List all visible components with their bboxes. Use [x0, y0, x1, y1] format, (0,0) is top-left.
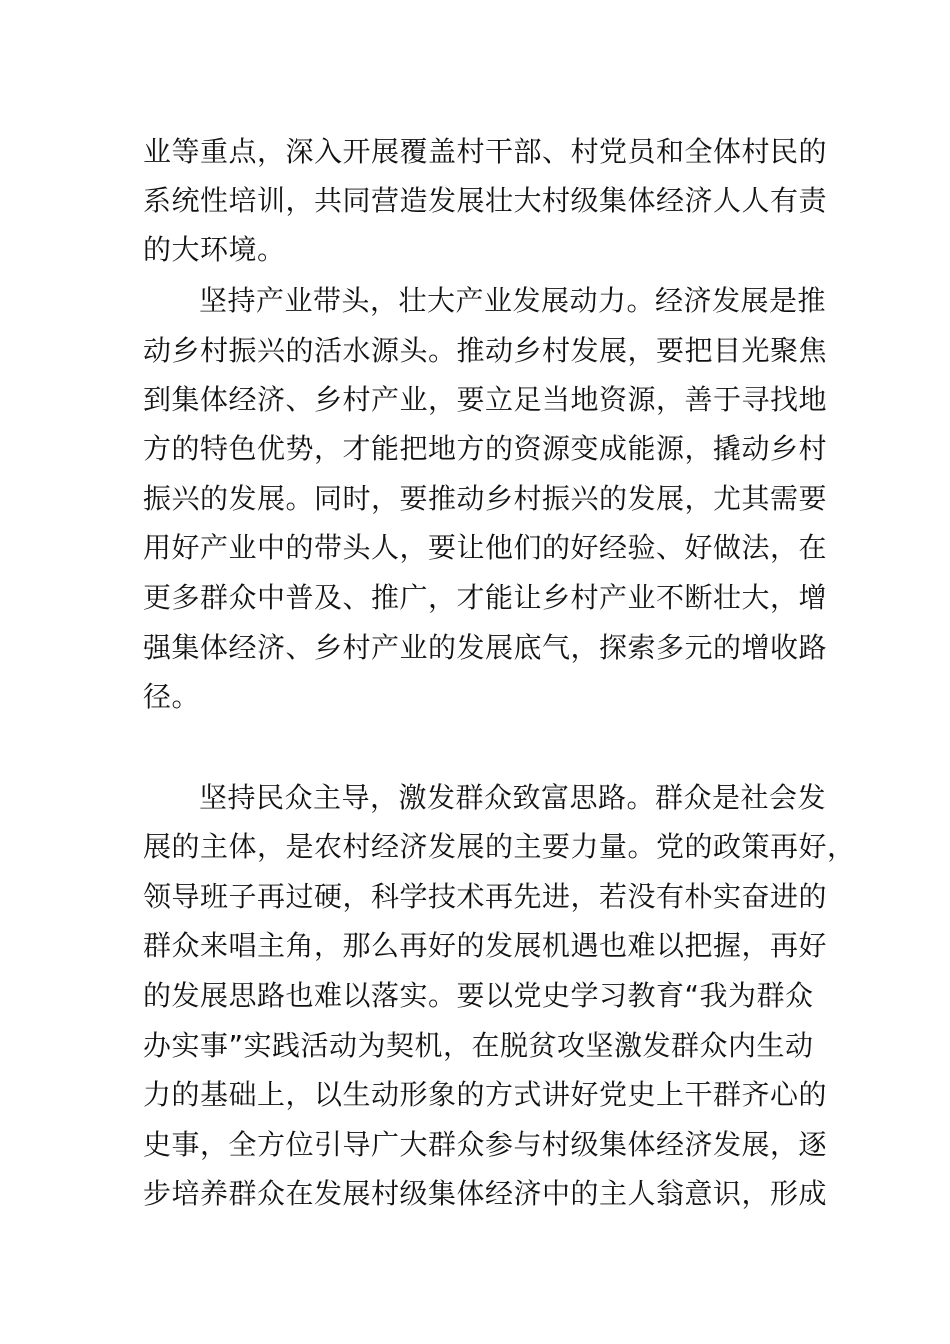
text-line: 领导班子再过硬，科学技术再先进，若没有朴实奋进的: [143, 880, 828, 913]
text-line: 史事，全方位引导广大群众参与村级集体经济发展，逐: [143, 1128, 828, 1161]
text-line: 的发展思路也难以落实。要以党史学习教育“我为群众: [143, 979, 814, 1012]
text-line: 业等重点，深入开展覆盖村干部、村党员和全体村民的: [143, 135, 828, 168]
text-line: 展的主体，是农村经济发展的主要力量。党的政策再好，: [143, 830, 856, 863]
text-line: 振兴的发展。同时，要推动乡村振兴的发展，尤其需要: [143, 482, 828, 515]
text-line: 系统性培训，共同营造发展壮大村级集体经济人人有责: [143, 184, 828, 217]
text-line: 步培养群众在发展村级集体经济中的主人翁意识，形成: [143, 1177, 828, 1210]
text-line: 强集体经济、乡村产业的发展底气，探索多元的增收路: [143, 631, 828, 664]
text-line: 用好产业中的带头人，要让他们的好经验、好做法，在: [143, 531, 828, 564]
text-line: 力的基础上，以生动形象的方式讲好党史上干群齐心的: [143, 1078, 828, 1111]
text-line: 动乡村振兴的活水源头。推动乡村发展，要把目光聚焦: [143, 334, 828, 367]
text-line: 办实事”实践活动为契机，在脱贫攻坚激发群众内生动: [143, 1029, 814, 1062]
text-line: 群众来唱主角，那么再好的发展机遇也难以把握，再好: [143, 929, 828, 962]
text-line: 方的特色优势，才能把地方的资源变成能源，撬动乡村: [143, 432, 828, 465]
text-line: 的大环境。: [143, 233, 286, 266]
text-line: 径。: [143, 680, 201, 713]
text-line: 坚持民众主导，激发群众致富思路。群众是社会发: [199, 781, 827, 814]
text-line: 到集体经济、乡村产业，要立足当地资源，善于寻找地: [143, 383, 828, 416]
text-line: 更多群众中普及、推广，才能让乡村产业不断壮大，增: [143, 581, 828, 614]
text-line: 坚持产业带头，壮大产业发展动力。经济发展是推: [199, 284, 827, 317]
